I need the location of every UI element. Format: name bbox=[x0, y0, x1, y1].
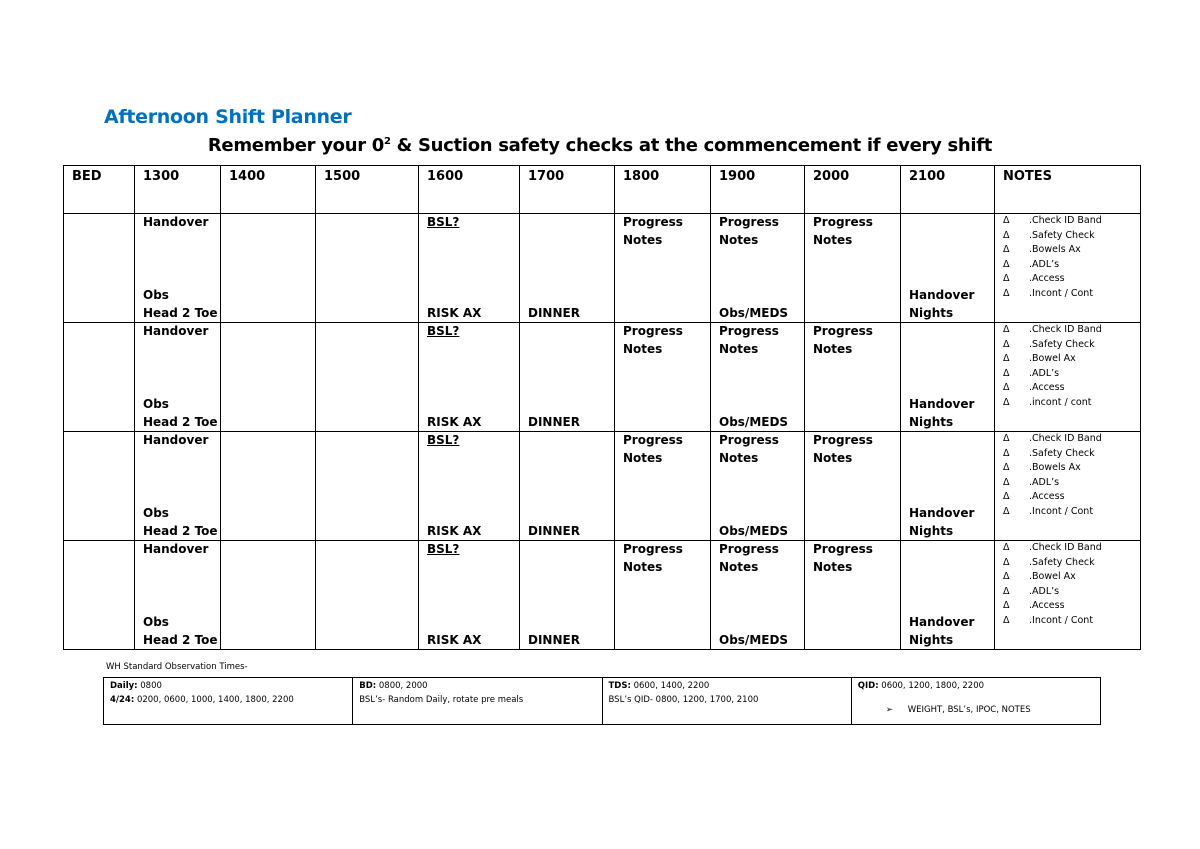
notes-item bbox=[1003, 396, 1102, 411]
notes-text: Notes bbox=[813, 341, 853, 356]
notes-cell[interactable] bbox=[995, 214, 1141, 323]
bed-row bbox=[64, 214, 1141, 323]
progress-text: Progress bbox=[719, 324, 779, 338]
observation-row bbox=[104, 678, 1101, 725]
notes-checklist bbox=[1003, 214, 1102, 302]
obs-daily-value: 0800 bbox=[137, 681, 162, 691]
observation-times-label: WH Standard Observation Times- bbox=[106, 662, 248, 672]
notes-item bbox=[1003, 476, 1102, 491]
obs-meds-text: Obs/MEDS bbox=[719, 414, 789, 429]
notes-cell[interactable] bbox=[995, 432, 1141, 541]
cell-1800[interactable] bbox=[615, 541, 711, 650]
page-subtitle bbox=[0, 135, 1200, 156]
progress-text: Progress bbox=[623, 433, 683, 447]
bed-cell[interactable] bbox=[64, 214, 135, 323]
notes-text: Notes bbox=[813, 232, 853, 247]
cell-1800[interactable] bbox=[615, 214, 711, 323]
dinner-text: DINNER bbox=[528, 632, 580, 647]
triangle-bullet-icon: Δ bbox=[1003, 338, 1010, 350]
notes-item bbox=[1003, 505, 1102, 520]
notes-item bbox=[1003, 338, 1102, 353]
progress-text: Progress bbox=[719, 433, 779, 447]
notes-item bbox=[1003, 461, 1102, 476]
progress-text: Progress bbox=[813, 542, 873, 556]
handover-text: Handover bbox=[909, 288, 975, 302]
obs-bd-cell bbox=[353, 678, 602, 725]
risk-ax-text: RISK AX bbox=[427, 632, 482, 647]
obs-qid-cell bbox=[851, 678, 1100, 725]
cell-2100[interactable] bbox=[901, 214, 995, 323]
notes-item-label: .Safety Check bbox=[1029, 556, 1095, 568]
cell-1700[interactable] bbox=[520, 432, 615, 541]
notes-item bbox=[1003, 585, 1102, 600]
notes-item-label: .Incont / Cont bbox=[1029, 287, 1094, 299]
handover-text: Handover bbox=[909, 397, 975, 411]
triangle-bullet-icon: Δ bbox=[1003, 396, 1010, 408]
obs-bd-key: BD: bbox=[359, 681, 377, 691]
notes-item bbox=[1003, 381, 1102, 396]
triangle-bullet-icon: Δ bbox=[1003, 382, 1010, 394]
obs-text: Obs bbox=[143, 397, 169, 411]
triangle-bullet-icon: Δ bbox=[1003, 447, 1010, 459]
notes-item bbox=[1003, 447, 1102, 462]
bed-row bbox=[64, 323, 1141, 432]
cell-1500[interactable] bbox=[316, 214, 419, 323]
notes-item-label: .ADL’s bbox=[1029, 258, 1060, 270]
notes-checklist bbox=[1003, 541, 1102, 629]
header-1600: 1600 bbox=[419, 166, 520, 214]
triangle-bullet-icon: Δ bbox=[1003, 491, 1010, 503]
notes-cell[interactable] bbox=[995, 541, 1141, 650]
handover-text: Handover bbox=[909, 615, 975, 629]
notes-item-label: .ADL’s bbox=[1029, 476, 1060, 488]
risk-ax-text: RISK AX bbox=[427, 414, 482, 429]
header-row bbox=[64, 166, 1141, 214]
notes-item-label: .Access bbox=[1029, 273, 1065, 285]
handover-text: Handover bbox=[143, 324, 209, 338]
obs-text: Obs bbox=[143, 615, 169, 629]
cell-1800[interactable] bbox=[615, 323, 711, 432]
obs-tds-value: 0600, 1400, 2200 bbox=[630, 681, 710, 691]
notes-item-label: .Access bbox=[1029, 600, 1065, 612]
shift-planner-table bbox=[63, 165, 1141, 650]
progress-text: Progress bbox=[623, 542, 683, 556]
cell-1700[interactable] bbox=[520, 214, 615, 323]
cell-1900[interactable] bbox=[711, 541, 805, 650]
notes-item-label: .Bowel Ax bbox=[1029, 353, 1076, 365]
obs-meds-text: Obs/MEDS bbox=[719, 523, 789, 538]
notes-item-label: .ADL’s bbox=[1029, 585, 1060, 597]
notes-text: Notes bbox=[813, 450, 853, 465]
handover-text: Handover bbox=[143, 433, 209, 447]
cell-2000[interactable] bbox=[805, 323, 901, 432]
triangle-bullet-icon: Δ bbox=[1003, 476, 1010, 488]
triangle-bullet-icon: Δ bbox=[1003, 614, 1010, 626]
notes-item-label: .Check ID Band bbox=[1029, 542, 1102, 553]
cell-1900[interactable] bbox=[711, 214, 805, 323]
obs-tds-cell bbox=[602, 678, 851, 725]
obs-bd-value: 0800, 2000 bbox=[376, 681, 428, 691]
notes-item bbox=[1003, 229, 1102, 244]
handover-text: Handover bbox=[909, 506, 975, 520]
nights-text: Nights bbox=[909, 414, 954, 429]
bed-cell[interactable] bbox=[64, 432, 135, 541]
triangle-bullet-icon: Δ bbox=[1003, 556, 1010, 568]
cell-1700[interactable] bbox=[520, 541, 615, 650]
cell-1300[interactable] bbox=[135, 432, 221, 541]
triangle-bullet-icon: Δ bbox=[1003, 542, 1010, 553]
notes-checklist bbox=[1003, 323, 1102, 411]
notes-text: Notes bbox=[719, 450, 759, 465]
header-1500: 1500 bbox=[316, 166, 419, 214]
notes-text: Notes bbox=[719, 559, 759, 574]
notes-cell[interactable] bbox=[995, 323, 1141, 432]
triangle-bullet-icon: Δ bbox=[1003, 229, 1010, 241]
obs-bsl-qid: BSL’s QID- 0800, 1200, 1700, 2100 bbox=[608, 695, 759, 705]
dinner-text: DINNER bbox=[528, 305, 580, 320]
triangle-bullet-icon: Δ bbox=[1003, 244, 1010, 256]
arrow-icon: ➢ bbox=[885, 705, 893, 715]
notes-item bbox=[1003, 599, 1102, 614]
triangle-bullet-icon: Δ bbox=[1003, 600, 1010, 612]
triangle-bullet-icon: Δ bbox=[1003, 324, 1010, 335]
cell-1400[interactable] bbox=[221, 541, 316, 650]
notes-item-label: .Bowels Ax bbox=[1029, 244, 1081, 256]
obs-daily-cell bbox=[104, 678, 353, 725]
header-notes: NOTES bbox=[995, 166, 1141, 214]
dinner-text: DINNER bbox=[528, 414, 580, 429]
notes-item bbox=[1003, 287, 1102, 302]
notes-checklist bbox=[1003, 432, 1102, 520]
notes-item-label: .Bowel Ax bbox=[1029, 571, 1076, 583]
observation-times-table bbox=[103, 677, 1101, 725]
notes-text: Notes bbox=[623, 450, 663, 465]
risk-ax-text: RISK AX bbox=[427, 305, 482, 320]
head-2-toe-text: Head 2 Toe bbox=[143, 632, 218, 647]
bed-row bbox=[64, 541, 1141, 650]
subtitle-text-rest: & Suction safety checks at the commencement if every shift bbox=[390, 135, 993, 156]
dinner-text: DINNER bbox=[528, 523, 580, 538]
cell-2100[interactable] bbox=[901, 541, 995, 650]
subtitle-superscript: 2 bbox=[383, 136, 391, 147]
obs-text: Obs bbox=[143, 506, 169, 520]
nights-text: Nights bbox=[909, 305, 954, 320]
notes-item-label: .Incont / Cont bbox=[1029, 505, 1094, 517]
notes-item-label: .incont / cont bbox=[1029, 396, 1092, 408]
triangle-bullet-icon: Δ bbox=[1003, 258, 1010, 270]
cell-1500[interactable] bbox=[316, 432, 419, 541]
progress-text: Progress bbox=[813, 324, 873, 338]
bsl-text: BSL? bbox=[427, 433, 460, 447]
obs-4-24-value: 0200, 0600, 1000, 1400, 1800, 2200 bbox=[134, 695, 294, 705]
obs-text: Obs bbox=[143, 288, 169, 302]
cell-1300[interactable] bbox=[135, 214, 221, 323]
cell-1500[interactable] bbox=[316, 323, 419, 432]
notes-item bbox=[1003, 614, 1102, 629]
notes-item-label: .Safety Check bbox=[1029, 447, 1095, 459]
cell-1400[interactable] bbox=[221, 323, 316, 432]
header-1700: 1700 bbox=[520, 166, 615, 214]
notes-item-label: .Check ID Band bbox=[1029, 324, 1102, 335]
risk-ax-text: RISK AX bbox=[427, 523, 482, 538]
cell-1400[interactable] bbox=[221, 432, 316, 541]
cell-1600[interactable] bbox=[419, 541, 520, 650]
handover-text: Handover bbox=[143, 542, 209, 556]
progress-text: Progress bbox=[719, 542, 779, 556]
cell-1600[interactable] bbox=[419, 214, 520, 323]
notes-item-label: .Incont / Cont bbox=[1029, 614, 1094, 626]
header-1400: 1400 bbox=[221, 166, 316, 214]
notes-item bbox=[1003, 541, 1102, 556]
notes-text: Notes bbox=[719, 341, 759, 356]
triangle-bullet-icon: Δ bbox=[1003, 287, 1010, 299]
progress-text: Progress bbox=[719, 215, 779, 229]
cell-1600[interactable] bbox=[419, 432, 520, 541]
header-1300: 1300 bbox=[135, 166, 221, 214]
triangle-bullet-icon: Δ bbox=[1003, 367, 1010, 379]
cell-1600[interactable] bbox=[419, 323, 520, 432]
nights-text: Nights bbox=[909, 632, 954, 647]
subtitle-text: Remember your 0 bbox=[207, 135, 384, 156]
obs-daily-key: Daily: bbox=[110, 681, 138, 691]
bed-cell[interactable] bbox=[64, 541, 135, 650]
triangle-bullet-icon: Δ bbox=[1003, 215, 1010, 226]
cell-1700[interactable] bbox=[520, 323, 615, 432]
header-2000: 2000 bbox=[805, 166, 901, 214]
triangle-bullet-icon: Δ bbox=[1003, 273, 1010, 285]
obs-qid-key: QID: bbox=[857, 681, 879, 691]
cell-1900[interactable] bbox=[711, 323, 805, 432]
triangle-bullet-icon: Δ bbox=[1003, 505, 1010, 517]
bed-cell[interactable] bbox=[64, 323, 135, 432]
notes-item-label: .Bowels Ax bbox=[1029, 462, 1081, 474]
obs-qid-value: 0600, 1200, 1800, 2200 bbox=[878, 681, 985, 691]
header-1800: 1800 bbox=[615, 166, 711, 214]
cell-1300[interactable] bbox=[135, 541, 221, 650]
bsl-text: BSL? bbox=[427, 215, 460, 229]
bed-row bbox=[64, 432, 1141, 541]
triangle-bullet-icon: Δ bbox=[1003, 433, 1010, 444]
head-2-toe-text: Head 2 Toe bbox=[143, 305, 218, 320]
cell-2100[interactable] bbox=[901, 432, 995, 541]
notes-item-label: .Access bbox=[1029, 382, 1065, 394]
notes-item-label: .Safety Check bbox=[1029, 229, 1095, 241]
progress-text: Progress bbox=[623, 215, 683, 229]
bsl-text: BSL? bbox=[427, 542, 460, 556]
notes-item-label: .Check ID Band bbox=[1029, 433, 1102, 444]
notes-text: Notes bbox=[813, 559, 853, 574]
notes-item-label: .ADL’s bbox=[1029, 367, 1060, 379]
cell-1400[interactable] bbox=[221, 214, 316, 323]
obs-tds-key: TDS: bbox=[608, 681, 631, 691]
notes-item bbox=[1003, 490, 1102, 505]
notes-text: Notes bbox=[623, 341, 663, 356]
cell-2000[interactable] bbox=[805, 432, 901, 541]
notes-text: Notes bbox=[623, 232, 663, 247]
notes-item bbox=[1003, 272, 1102, 287]
bsl-text: BSL? bbox=[427, 324, 460, 338]
notes-item bbox=[1003, 214, 1102, 229]
notes-item bbox=[1003, 352, 1102, 367]
notes-item bbox=[1003, 258, 1102, 273]
progress-text: Progress bbox=[813, 215, 873, 229]
triangle-bullet-icon: Δ bbox=[1003, 353, 1010, 365]
notes-item bbox=[1003, 556, 1102, 571]
obs-meds-text: Obs/MEDS bbox=[719, 632, 789, 647]
header-1900: 1900 bbox=[711, 166, 805, 214]
notes-item-label: .Safety Check bbox=[1029, 338, 1095, 350]
triangle-bullet-icon: Δ bbox=[1003, 571, 1010, 583]
handover-text: Handover bbox=[143, 215, 209, 229]
obs-meds-text: Obs/MEDS bbox=[719, 305, 789, 320]
notes-item bbox=[1003, 432, 1102, 447]
notes-item-label: .Check ID Band bbox=[1029, 215, 1102, 226]
notes-item-label: .Access bbox=[1029, 491, 1065, 503]
head-2-toe-text: Head 2 Toe bbox=[143, 523, 218, 538]
notes-item bbox=[1003, 570, 1102, 585]
notes-text: Notes bbox=[719, 232, 759, 247]
page-title: Afternoon Shift Planner bbox=[104, 106, 352, 128]
triangle-bullet-icon: Δ bbox=[1003, 585, 1010, 597]
cell-2100[interactable] bbox=[901, 323, 995, 432]
cell-2000[interactable] bbox=[805, 541, 901, 650]
progress-text: Progress bbox=[813, 433, 873, 447]
notes-item bbox=[1003, 243, 1102, 258]
progress-text: Progress bbox=[623, 324, 683, 338]
head-2-toe-text: Head 2 Toe bbox=[143, 414, 218, 429]
cell-1300[interactable] bbox=[135, 323, 221, 432]
header-2100: 2100 bbox=[901, 166, 995, 214]
notes-item bbox=[1003, 323, 1102, 338]
cell-1500[interactable] bbox=[316, 541, 419, 650]
obs-weight-notes: WEIGHT, BSL’s, IPOC, NOTES bbox=[907, 705, 1031, 715]
notes-text: Notes bbox=[623, 559, 663, 574]
triangle-bullet-icon: Δ bbox=[1003, 462, 1010, 474]
nights-text: Nights bbox=[909, 523, 954, 538]
cell-1800[interactable] bbox=[615, 432, 711, 541]
obs-4-24-key: 4/24: bbox=[110, 695, 135, 705]
obs-bsl-random: BSL’s- Random Daily, rotate pre meals bbox=[359, 695, 524, 705]
cell-2000[interactable] bbox=[805, 214, 901, 323]
header-bed: BED bbox=[64, 166, 135, 214]
cell-1900[interactable] bbox=[711, 432, 805, 541]
notes-item bbox=[1003, 367, 1102, 382]
